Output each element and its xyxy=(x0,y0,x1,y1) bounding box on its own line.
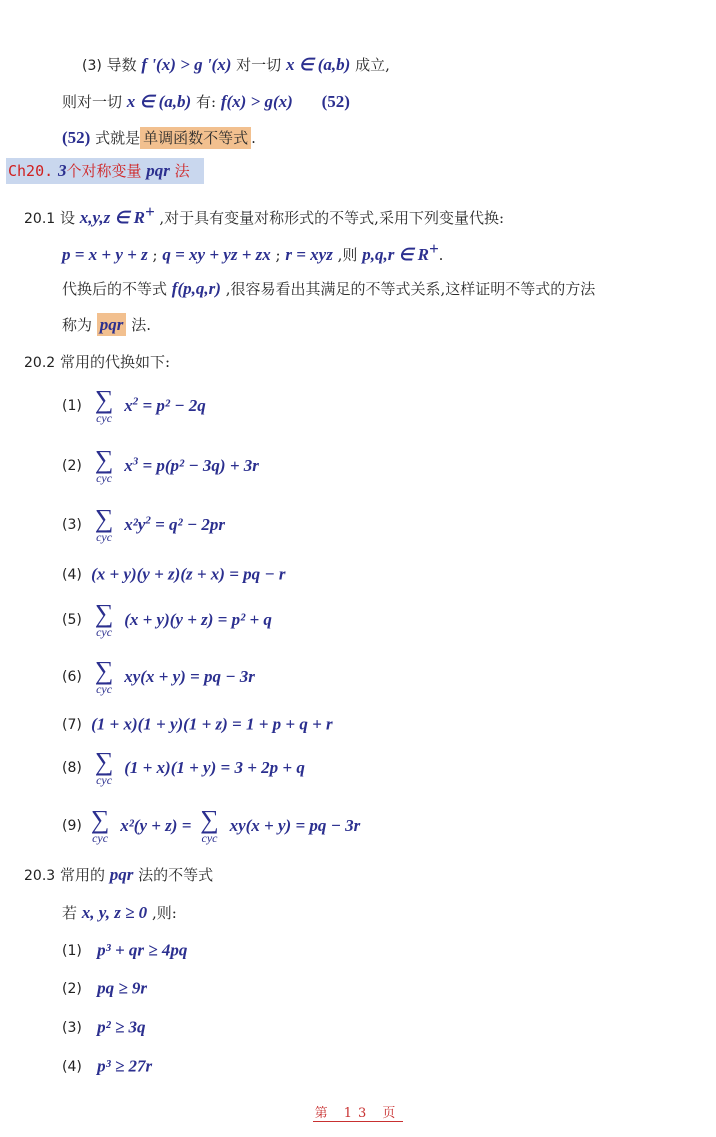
item-label: (3) xyxy=(62,1019,82,1036)
math: x, y, z ≥ 0 xyxy=(81,903,148,922)
math: q = xy + yz + zx xyxy=(162,245,271,264)
item-label: (5) xyxy=(62,612,82,628)
section-20-2 xyxy=(24,351,170,374)
identity-8 xyxy=(62,747,305,787)
math: p = x + y + z xyxy=(62,245,148,264)
text: ; xyxy=(275,246,281,264)
math: pqr xyxy=(109,865,134,884)
section-title: 常用的 xyxy=(59,866,105,884)
highlighted-term: 单调函数不等式 xyxy=(140,127,251,149)
identity-4 xyxy=(62,564,286,585)
sigma-icon: ∑ cyc xyxy=(94,504,114,544)
item-label: (2) xyxy=(62,980,82,997)
sigma-icon: ∑ cyc xyxy=(94,445,114,485)
math: (1 + x)(1 + y) = 3 + 2p + q xyxy=(124,758,305,777)
text: 称为 xyxy=(62,316,93,334)
paragraph xyxy=(62,314,151,336)
highlighted-term: pqr xyxy=(97,313,127,336)
item-label: (8) xyxy=(62,760,82,776)
equation-tag: (52) xyxy=(62,128,91,147)
text: 成立, xyxy=(355,56,390,74)
math: p² ≥ 3q xyxy=(97,1017,146,1037)
inequality-4 xyxy=(62,1056,152,1077)
identity-3: (3) ∑ cyc $x^2y^2 = q^2 - 2pr$ xyxy=(62,504,226,544)
math: (x + y)(y + z) = p² + q xyxy=(124,610,272,629)
inequality-3 xyxy=(62,1017,146,1038)
text: 对一切 xyxy=(236,56,282,74)
text: 若 xyxy=(62,904,78,922)
identity-7 xyxy=(62,714,333,735)
pqr-definitions xyxy=(62,238,443,266)
section-title: 法的不等式 xyxy=(138,866,214,884)
math: f(x) > g(x) xyxy=(220,92,293,111)
math: xy(x + y) = pq − 3r xyxy=(124,667,255,686)
section-20-1 xyxy=(24,201,504,230)
math: p,q,r ∈ R xyxy=(362,245,429,264)
math: f '(x) > g '(x) xyxy=(141,55,232,74)
text: ,对于具有变量对称形式的不等式,采用下列变量代换: xyxy=(159,209,504,227)
equation-tag: (52) xyxy=(321,92,350,111)
inequality-1 xyxy=(62,940,187,961)
math: x ∈ (a,b) xyxy=(126,92,192,111)
item-label: (9) xyxy=(62,818,82,834)
item-label: (1) xyxy=(62,398,82,414)
identity-5 xyxy=(62,599,272,639)
text: 法. xyxy=(131,316,151,334)
math: r = xyz xyxy=(285,245,333,264)
item-label: (7) xyxy=(62,716,82,733)
sigma-icon: ∑ cyc xyxy=(94,599,114,639)
chapter-heading xyxy=(6,158,204,184)
text: 式就是 xyxy=(95,129,141,147)
chapter-number: Ch20. xyxy=(8,162,54,180)
item-label: (3) xyxy=(82,58,102,74)
math: x²(y + z) = xyxy=(120,816,192,835)
section-label: 20.1 xyxy=(24,211,56,227)
text: . xyxy=(251,129,256,147)
math: f(p,q,r) xyxy=(171,279,221,298)
eq52-line xyxy=(62,91,350,113)
chapter-title: 法 xyxy=(174,162,190,180)
page-footer xyxy=(0,1102,716,1121)
item-label: (4) xyxy=(62,566,82,583)
identity-6 xyxy=(62,656,255,696)
math: + xyxy=(428,239,439,258)
math: pqr xyxy=(146,161,170,180)
item-label: (6) xyxy=(62,669,82,685)
condition-line xyxy=(62,902,177,924)
math: x ∈ (a,b) xyxy=(285,55,351,74)
text: 导数 xyxy=(106,56,137,74)
math: + xyxy=(144,202,155,221)
section-label: 20.3 xyxy=(24,868,56,884)
math: (x + y)(y + z)(z + x) = pq − r xyxy=(91,564,286,584)
identity-9 xyxy=(62,805,361,845)
sigma-icon: ∑ cyc xyxy=(200,805,219,845)
math: pq ≥ 9r xyxy=(97,978,148,998)
item-label: (3) xyxy=(62,517,82,533)
text: ,则 xyxy=(337,246,358,264)
math: p³ + qr ≥ 4pq xyxy=(97,940,188,960)
paragraph xyxy=(62,278,595,300)
inequality-2 xyxy=(62,978,147,999)
math: p³ ≥ 27r xyxy=(97,1056,153,1076)
math: x,y,z ∈ R xyxy=(79,208,145,227)
text: ,很容易看出其满足的不等式关系,这样证明不等式的方法 xyxy=(225,280,596,298)
math: xy(x + y) = pq − 3r xyxy=(229,816,361,835)
chapter-title: 个对称变量 xyxy=(66,162,142,180)
text: . xyxy=(438,246,444,264)
math: (1 + x)(1 + y)(1 + z) = 1 + p + q + r xyxy=(91,714,333,734)
item-label: (4) xyxy=(62,1058,82,1075)
section-20-3 xyxy=(24,864,213,887)
sigma-icon: ∑ cyc xyxy=(94,747,114,787)
section-label: 20.2 xyxy=(24,355,56,371)
math: 3 xyxy=(57,161,67,180)
text: 代换后的不等式 xyxy=(62,280,168,298)
identity-2: (2) ∑ cyc $x^3 = p(p^2 - 3q) + 3r$ xyxy=(62,445,259,485)
identity-1: (1) ∑ cyc $x^2 = p^2 - 2q$ xyxy=(62,385,206,425)
eq52-note xyxy=(62,127,256,149)
text: 设 xyxy=(59,209,75,227)
section-title: 常用的代换如下: xyxy=(59,353,171,371)
sigma-icon: ∑ cyc xyxy=(94,385,114,425)
text: 有: xyxy=(195,93,217,111)
page-number: 第 13 页 xyxy=(314,1106,402,1121)
item-label: (2) xyxy=(62,458,82,474)
text: 则对一切 xyxy=(62,93,123,111)
sigma-icon: ∑ cyc xyxy=(90,805,110,845)
item3-line xyxy=(82,54,390,77)
text: ,则: xyxy=(151,904,177,922)
sigma-icon: ∑ cyc xyxy=(94,656,114,696)
text: ; xyxy=(152,246,158,264)
item-label: (1) xyxy=(62,942,82,959)
